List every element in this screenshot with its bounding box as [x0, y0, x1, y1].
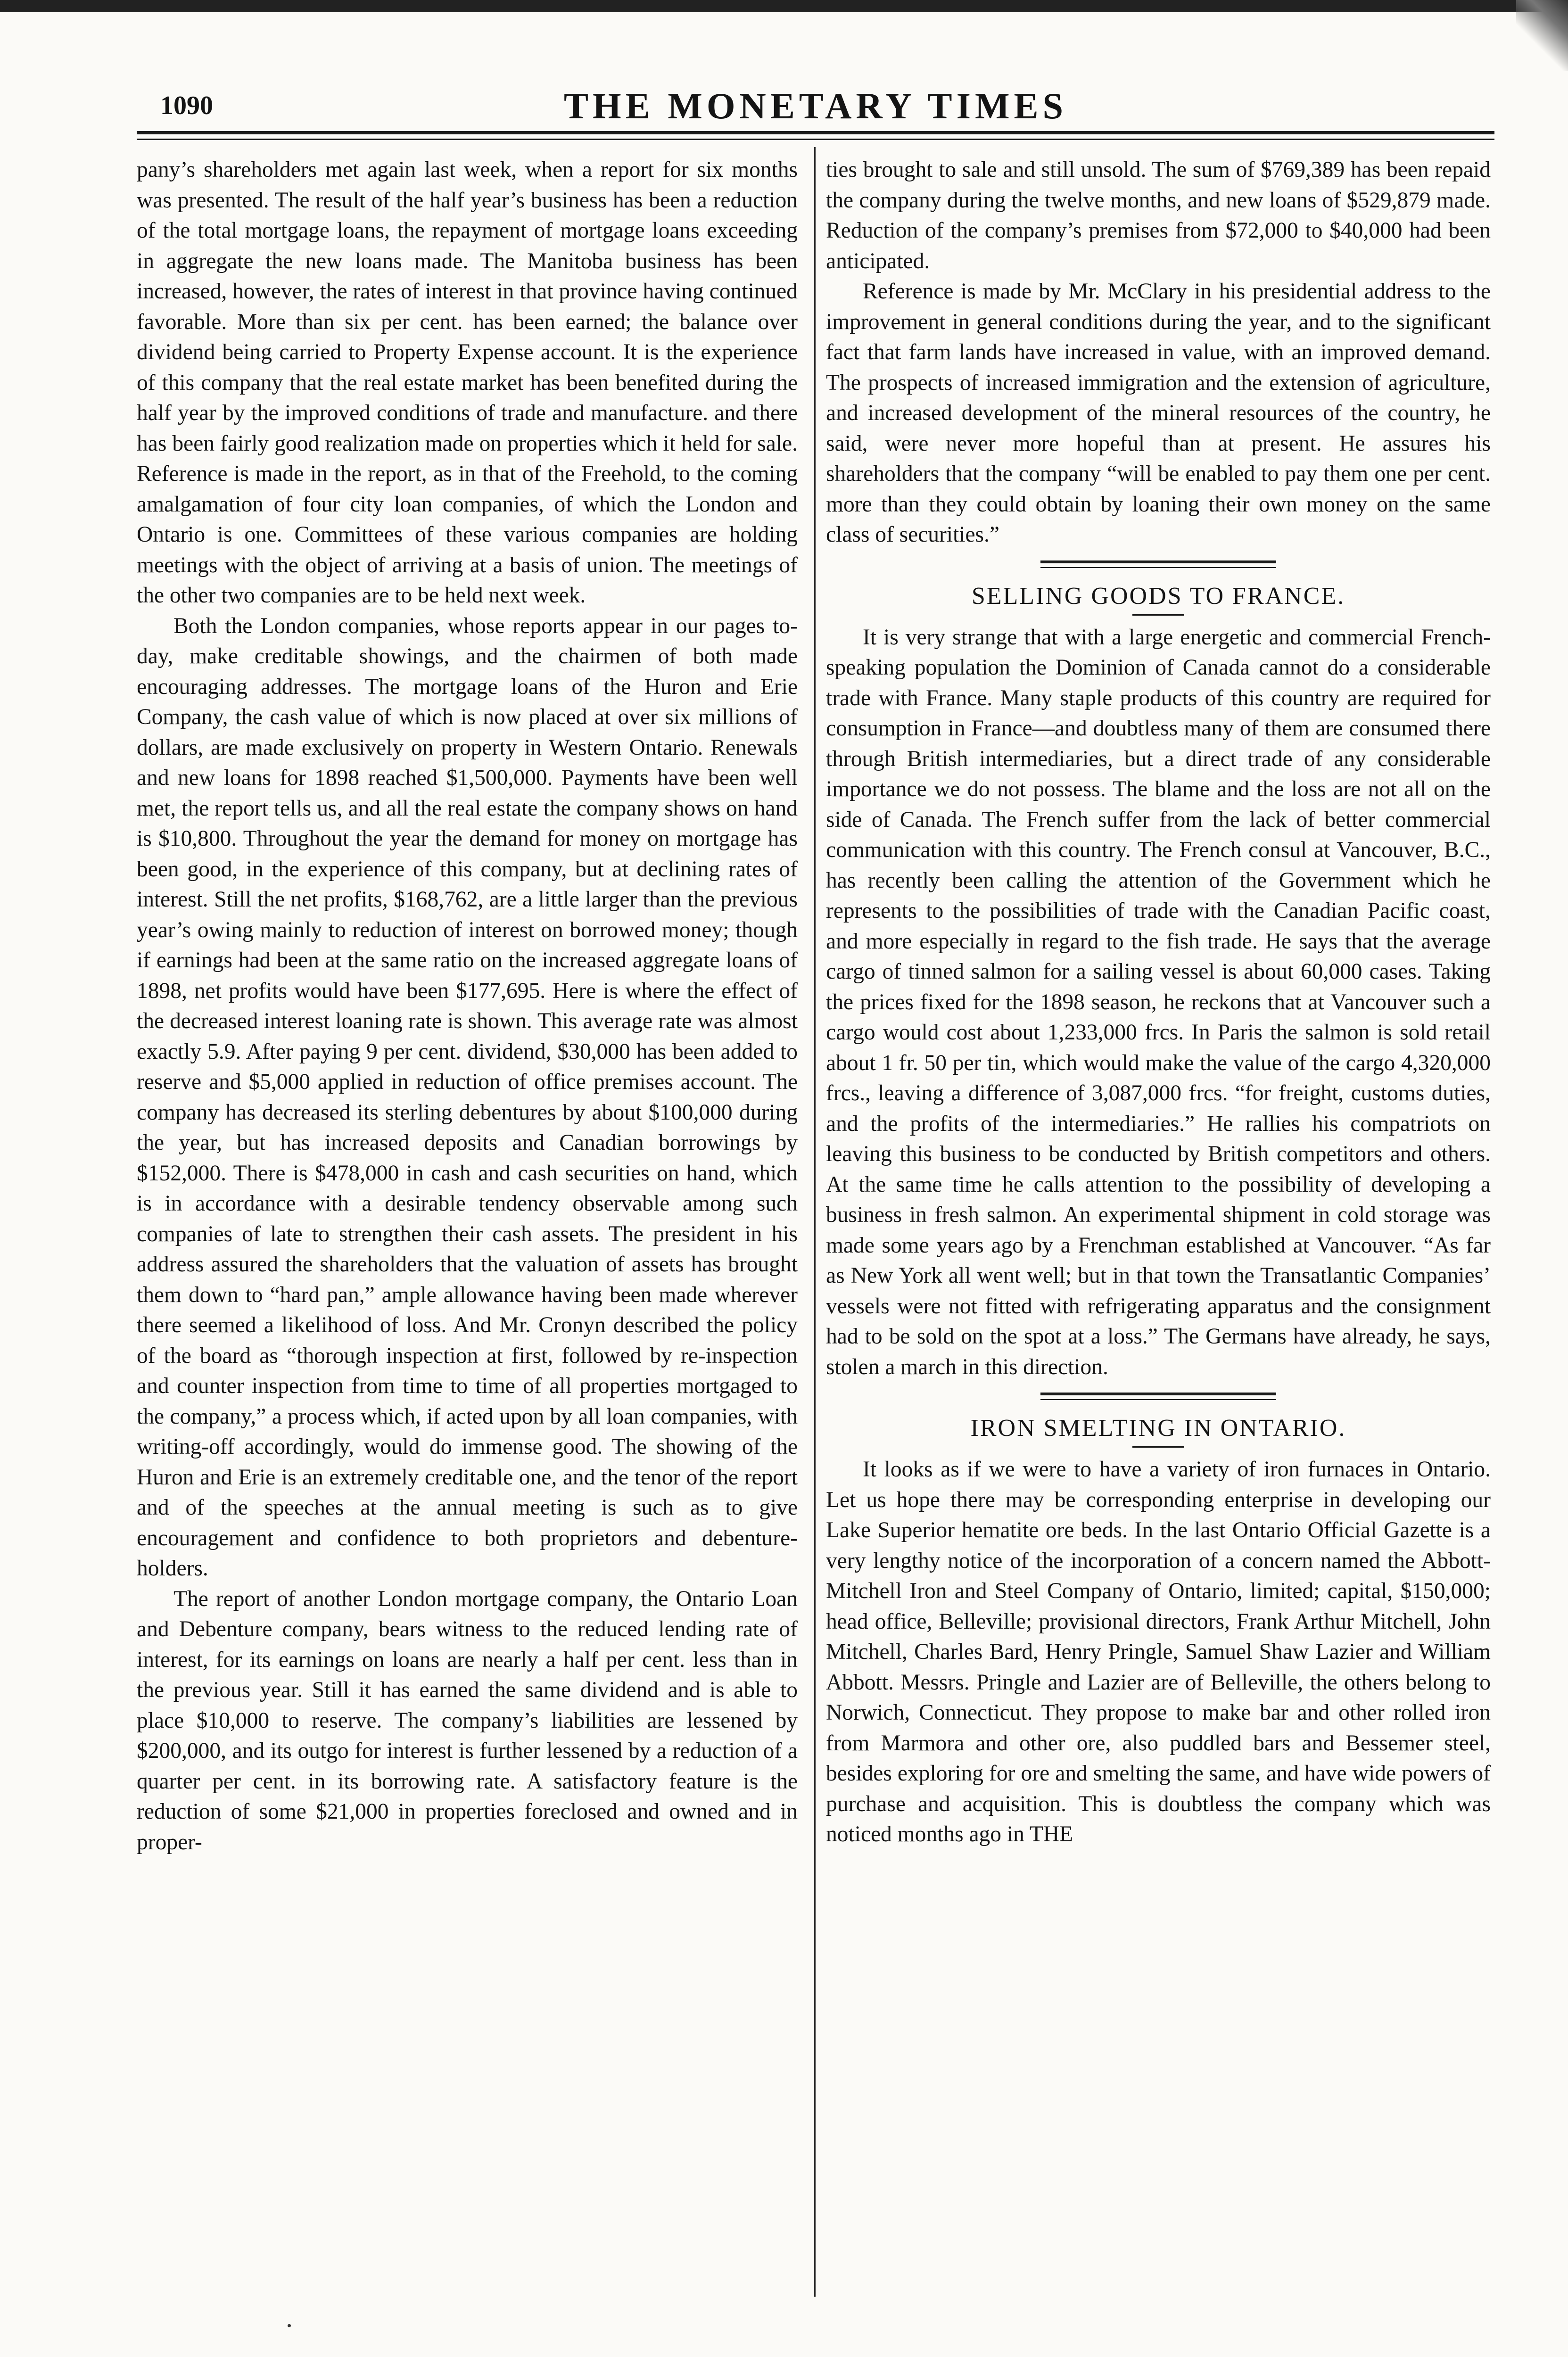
page-number: 1090 [160, 91, 213, 120]
paragraph-ontario-loan-continued: ties brought to sale and still unsold. The sum of $769,389 has been repaid the company during the twelve months, and new loans of $529,879 made. Reduction of the company’s premises from $72,000 to $40,000 had been anticipated. [826, 157, 1491, 273]
paragraph-london-companies: Both the London companies, whose reports appear in our pages to-day, make creditable showings, and the chairmen of both made encouraging addresses. The mortgage loans of the Huron and Erie Company, the cash value of which is now placed at over six millions of dollars, are made exclusively on property in Western Ontario. Renewals and new loans for 1898 reached $1,500,000. Payments have been well met, the report tells us, and all the real estate the company shows on hand is $10,800. Throughout the year the demand for money on mortgage has been good, in the experience of this company, but at declining rates of interest. Still the net profits, $168,762, are a little larger than the previous year’s owing mainly to reduction of interest on borrowed money; though if earnings had been at the same ratio on the increased aggregate loans of 1898, net profits would have been $177,695. Here is where the effect of the decreased interest loaning rate is shown. This average rate was almost exactly 5.9. After paying 9 per cent. dividend, $30,000 has been added to reserve and $5,000 applied in reduction of office premises account. The company has decreased its sterling debentures by about $100,000 during the year, but has increased deposits and Canadian borrowings by $152,000. There is $478,000 in cash and cash securities on hand, which is in accordance with a desirable tendency observable among such companies of late to strengthen their cash assets. The president in his address assured the shareholders that the valuation of assets has brought them down to “hard pan,” ample allowance having been made wherever there seemed a likelihood of loss. And Mr. Cronyn described the policy of the board as “thorough inspection at first, followed by re-inspection and counter inspection from time to time of all properties mortgaged to the company,” a process which, if acted upon by all loan companies, with writing-off accordingly, would do immense good. The showing of the Huron and Erie is an extremely creditable one, and the tenor of the report and of the speeches at the annual meeting is such as to give encouragement and confidence to both proprietors and debenture-holders. [137, 613, 798, 1581]
ink-speck [288, 2324, 291, 2327]
article-title-iron: IRON SMELTING IN ONTARIO. [970, 1415, 1346, 1442]
left-column [137, 155, 798, 1857]
paragraph-mcclary-address: Reference is made by Mr. McClary in his presidential address to the improvement in general conditions during the year, and to the significant fact that farm lands have increased in value, with an improved demand. The prospects of increased immigration and the extension of agriculture, and increased development of the mineral resources of the country, he said, were never more hopeful than at present. He assures his shareholders that the company “will be enabled to pay them one per cent. more than they could obtain by loaning their own money on the same class of securities.” [826, 279, 1491, 547]
section-separator-rule [1040, 1393, 1276, 1400]
title-underline-rule [1132, 614, 1184, 616]
header-rule-thick [137, 131, 1494, 134]
paragraph-ontario-loan-debenture: The report of another London mortgage company, the Ontario Loan and Debenture company, bears witness to the reduced lending rate of interest, for its earnings on loans are nearly a half per cent. less than in the previous year. Still it has earned the same dividend and is able to place $10,000 to reserve. The company’s liabilities are lessened by $200,000, and its outgo for interest is further lessened by a reduction of a quarter per cent. in its borrowing rate. A satisfactory feature is the reduction of some $21,000 in properties foreclosed and owned and in proper- [137, 1586, 798, 1854]
page-corner-tear [1516, 0, 1568, 71]
section-separator-rule [1040, 560, 1276, 568]
article-title-france: SELLING GOODS TO FRANCE. [971, 582, 1345, 610]
article-body-iron: It looks as if we were to have a variety of iron furnaces in Ontario. Let us hope there may be corresponding enterprise in developing our Lake Superior hematite ore beds. In the last Ontario Official Gazette is a very lengthy notice of the incorporation of a concern named the Abbott-Mitchell Iron and Steel Company of Ontario, limited; capital, $150,000; head office, Belleville; provisional directors, Frank Arthur Mitchell, John Mitchell, Charles Bard, Henry Pringle, Samuel Shaw Lazier and William Abbott. Messrs. Pringle and Lazier are of Belleville, the others belong to Norwich, Connecticut. They propose to make bar and other rolled iron from Marmora and other ore, also puddled bars and Bessemer steel, besides exploring for ore and smelting the same, and have wide powers of purchase and acquisition. This is doubtless the company which was noticed months ago in THE [826, 1457, 1491, 1846]
title-underline-rule [1132, 1446, 1184, 1448]
paragraph-loan-company-continued: pany’s shareholders met again last week, when a report for six months was presented. The result of the half year’s business has been a reduction of the total mortgage loans, the repayment of mortgage loans exceeding in aggregate the new loans made. The Manitoba business has been increased, however, the rates of interest in that province having continued favorable. More than six per cent. has been earned; the balance over dividend being carried to Property Expense account. It is the experience of this company that the real estate market has been benefited during the half year by the improved conditions of trade and manufacture. and there has been fairly good realization made on properties which it held for sale. Reference is made in the report, as in that of the Freehold, to the coming amalgamation of four city loan companies, of which the London and Ontario is one. Committees of these various companies are holding meetings with the object of arriving at a basis of union. The meetings of the other two companies are to be held next week. [137, 157, 798, 608]
masthead-title: THE MONETARY TIMES [564, 85, 1067, 126]
article-body-france: It is very strange that with a large energetic and commercial French-speaking population the Dominion of Canada cannot do a considerable trade with France. Many staple products of this country are required for consumption in France—and doubtless many of them are consumed there through British intermediaries, but a direct trade of any considerable importance we do not possess. The blame and the loss are not all on the side of Canada. The French suffer from the lack of better commercial communication with this country. The French consul at Vancouver, B.C., has recently been calling the attention of the Government which he represents to the possibilities of trade with the Canadian Pacific coast, and more especially in regard to the fish trade. He says that the average cargo of tinned salmon for a sailing vessel is about 60,000 cases. Taking the prices fixed for the 1898 season, he reckons that at Vancouver such a cargo would cost about 1,233,000 frcs. In Paris the salmon is sold retail about 1 fr. 50 per tin, which would make the value of the cargo 4,320,000 frcs., leaving a difference of 3,087,000 frcs. “for freight, customs duties, and the profits of the intermediaries.” He rallies his compatriots on leaving this business to be conducted by British competitors and others. At the same time he calls attention to the possibility of developing a business in fresh salmon. An experimental shipment in cold storage was made some years ago by a Frenchman established at Vancouver. “As far as New York all went well; but in that town the Transatlantic Companies’ vessels were not fitted with refrigerating apparatus and the consignment had to be sold on the spot at a loss.” The Germans have already, he says, stolen a march in this direction. [826, 625, 1491, 1379]
page-top-edge [0, 0, 1568, 12]
right-column [826, 155, 1491, 1850]
header-rule-thin [137, 139, 1494, 140]
column-divider [814, 147, 816, 2297]
